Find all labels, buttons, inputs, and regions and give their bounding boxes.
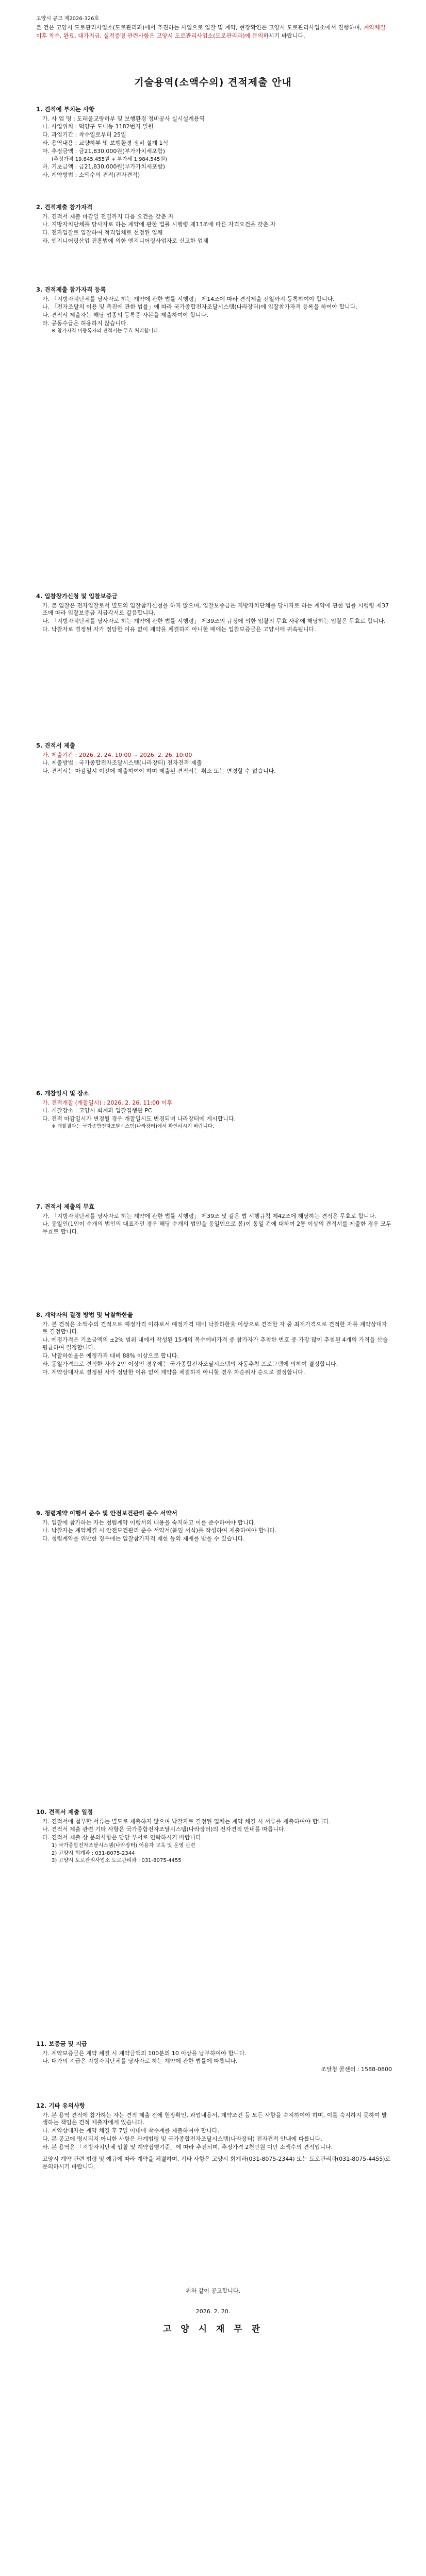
opening-datetime: 가. 견적개찰 (개찰일시) : 2026. 2. 26. 11:00 이후 — [42, 1099, 172, 1106]
section-line: 라. 엔지니어링산업 진흥법에 의한 엔지니어링사업자로 신고한 업체 — [42, 238, 209, 245]
section-line: 가. 본 입찰은 전자입찰로서 별도의 입찰참가신청을 하지 않으며, 입찰보증금은 지방자치단체를 당사자로 하는 계약에 관한 법률 시행령 제37조에 따라 입찰보증금 지급각서로 갈음합니다. — [42, 602, 389, 617]
section-line: 나. 사업위치 : 덕양구 도내동 1182번지 일원 — [42, 123, 154, 130]
section-line: 다. 과업기간 : 착수일로부터 25일 — [42, 131, 126, 139]
section-line: 나. 개찰장소 : 고양시 회계과 입찰집행관 PC — [42, 1107, 152, 1114]
section-line: 라. 용역내용 : 교량하부 및 보행환경 정비 설계 1식 — [42, 140, 169, 147]
section-title: 9. 청렴계약 이행서 준수 및 안전보건관리 준수 서약서 — [36, 1510, 177, 1517]
section-9 — [36, 1510, 392, 1544]
section-3 — [36, 286, 392, 335]
announcement-date: 2026. 2. 20. — [195, 2308, 231, 2315]
page-title: 기술용역(소액수의) 견적제출 안내 — [134, 77, 292, 88]
section-line: 가. 견적서에 첨부할 서류는 별도로 제출하지 않으며 낙찰자로 결정된 업체는 계약 체결 시 서류를 제출하여야 합니다. — [42, 1818, 331, 1825]
section-title: 5. 견적서 제출 — [36, 742, 75, 749]
section-line: 가. 본 견적은 소액수의 견적으로 예정가격 이하로서 예정가격 대비 낙찰하한율 이상으로 견적한 자 중 최저가격으로 견적한 자를 계약상대자로 결정합니다. — [42, 1320, 387, 1335]
section-line: 나. 계약상대자는 계약 체결 후 7일 이내에 착수계를 제출하여야 합니다. — [42, 2127, 219, 2134]
section-note: ※ 개찰결과는 국가종합전자조달시스템(나라장터)에서 확인하시기 바랍니다. — [52, 1124, 214, 1130]
section-line: 마. 추정금액 : 금21,830,000원(부가가치세포함) — [42, 147, 166, 155]
intro-text-end: 하시기 바랍니다. — [263, 32, 305, 39]
section-line: 나. 낙찰자는 계약체결 시 안전보건관리 준수 서약서(붙임 서식)를 작성하여 제출하여야 합니다. — [42, 1527, 277, 1534]
section-line: 나. 제출방법 : 국가종합전자조달시스템(나라장터) 전자견적 제출 — [42, 759, 202, 767]
issuing-organization: 고 양 시 재 무 관 — [162, 2324, 264, 2334]
section-line: 다. 견적서는 마감일시 이전에 제출하여야 하며 제출된 견적서는 취소 또는 변경할 수 없습니다. — [42, 768, 276, 775]
section-5 — [36, 742, 392, 776]
section-line: 라. 공동수급은 허용하지 않습니다. — [42, 320, 128, 327]
section-line: 바. 기초금액 : 금21,830,000원(부가가치세포함) — [42, 163, 166, 171]
section-line: 다. 전자입찰로 입찰하여 적격업체로 선정된 업체 — [42, 229, 163, 236]
section-title: 12. 기타 유의사항 — [36, 2102, 86, 2109]
section-line: 라. 동일가격으로 견적한 자가 2인 이상인 경우에는 국가종합전자조달시스템의 자동추첨 프로그램에 의하여 결정합니다. — [42, 1360, 338, 1367]
section-subline: 3) 고양시 도로관리사업소 도로관리과 : 031-8075-4455 — [52, 1858, 182, 1864]
section-line: 다. 견적서 제출 상 문의사항은 담당 부서로 연락하시기 바랍니다. — [42, 1834, 203, 1841]
section-line: 가. 본 용역 견적에 참가하는 자는 견적 제출 전에 현장확인, 과업내용서, 계약조건 등 모든 사항을 숙지하여야 하며, 이를 숙지하지 못하여 발생하는 책임은 견적 제출자에게 있습니다. — [42, 2111, 387, 2126]
contact-phone: 조달청 콜센터 : 1588-0800 — [321, 2066, 392, 2073]
section-line: 사. 계약방법 : 소액수의 견적(전자견적) — [42, 172, 140, 179]
section-12 — [36, 2102, 392, 2171]
section-1 — [36, 106, 392, 180]
section-line: 마. 계약상대자로 결정된 자가 정당한 이유 없이 계약을 체결하지 아니할 경우 차순위자 순으로 결정합니다. — [42, 1368, 305, 1376]
intro-paragraph — [36, 24, 392, 40]
section-line: 나. 「지방자치단체를 당사자로 하는 계약에 관한 법률 시행령」 제39조의 규정에 의한 입찰의 무효 사유에 해당하는 입찰은 무효로 합니다. — [42, 618, 386, 625]
section-line: 나. 동일인(1인이 수개의 법인의 대표자인 경우 해당 수개의 법인을 동일인으로 봄)이 동일 건에 대하여 2통 이상의 견적서를 제출한 경우 모두 무효로 합니다. — [42, 1221, 391, 1235]
section-11 — [36, 2040, 392, 2074]
section-line: 나. 대가의 지급은 지방자치단체를 당사자로 하는 계약에 관한 법률에 따릅니다. — [42, 2058, 238, 2065]
section-line: 가. 사 업 명 : 도래울교량하부 및 보행환경 정비공사 실시설계용역 — [42, 115, 205, 122]
section-line: 다. 본 공고에 명시되지 아니한 사항은 관계법령 및 국가종합전자조달시스템(나라장터) 전자견적 안내에 따릅니다. — [42, 2136, 322, 2143]
section-4 — [36, 592, 392, 634]
section-line: 다. 낙찰하한율은 예정가격 대비 88% 이상으로 합니다. — [42, 1352, 179, 1359]
section-line: 가. 「지방자치단체를 당사자로 하는 계약에 관한 법률 시행령」 제39조 및 같은 법 시행규칙 제42조에 해당하는 견적은 무효로 합니다. — [42, 1212, 376, 1219]
section-line: 라. 본 용역은 「지방자치단체 입찰 및 계약집행기준」에 따라 추진되며, 추정가격 2천만원 미만 소액수의 견적입니다. — [42, 2143, 333, 2150]
section-subline: 2) 고양시 회계과 : 031-8075-2344 — [52, 1850, 135, 1856]
intro-text: 본 건은 고양시 도로관리사업소(도로관리과)에서 추진하는 사업으로 입찰 및 계약, 현장확인은 고양시 도로관리사업소에서 진행하며, — [36, 24, 364, 31]
section-subline: 1) 국가종합전자조달시스템(나라장터) 이용자 교육 및 운영 관련 — [52, 1843, 195, 1849]
section-line: 다. 청렴계약을 위반한 경우에는 입찰참가자격 제한 등의 제재를 받을 수 있습니다. — [42, 1535, 245, 1543]
section-line: 가. 견적서 제출 마감일 전일까지 다음 요건을 갖춘 자 — [42, 213, 174, 220]
section-line: 나. 예정가격은 기초금액의 ±2% 범위 내에서 작성된 15개의 복수예비가격 중 참가자가 추첨한 번호 중 가장 많이 추첨된 4개의 가격을 산술평균하여 결정합니다. — [42, 1336, 388, 1351]
notice-number: 고양시 공고 제2026-326호 — [36, 16, 100, 22]
section-title: 6. 개찰일시 및 장소 — [36, 1090, 89, 1097]
section-title: 2. 견적제출 참가자격 — [36, 204, 93, 211]
section-line: 가. 「지방자치단체를 당사자로 하는 계약에 관한 법률 시행령」 제14조에 따라 견적제출 전일까지 등록하여야 합니다. — [42, 295, 335, 302]
section-6 — [36, 1090, 392, 1131]
submission-period: 가. 제출기간 : 2026. 2. 24. 10:00 ~ 2026. 2. 26. 10:00 — [42, 751, 192, 758]
section-title: 11. 보증금 및 지급 — [36, 2040, 88, 2047]
section-note: ※ 참가자격 미등록자의 견적서는 무효 처리합니다. — [52, 328, 160, 334]
section-title: 1. 견적에 부치는 사항 — [36, 106, 95, 113]
section-title: 10. 견적서 제출 일정 — [36, 1808, 93, 1816]
section-line: 다. 견적 마감일시가 변경될 경우 개찰일시도 변경되며 나라장터에 게시합니다. — [42, 1115, 236, 1123]
section-line: 다. 낙찰자로 결정된 자가 정당한 이유 없이 계약을 체결하지 아니한 때에는 입찰보증금은 고양시에 귀속됩니다. — [42, 626, 316, 633]
section-2 — [36, 204, 392, 246]
closing-paragraph: 고양시 계약 관련 법령 및 예규에 따라 계약을 체결하며, 기타 사항은 고양시 회계과(031-8075-2344) 또는 도로관리과(031-8075-4455)로 문의하시기 바랍니다. — [42, 2155, 391, 2170]
closing-note: 위와 같이 공고합니다. — [185, 2287, 241, 2294]
section-subline: (추정가격 19,845,455원 + 부가세 1,984,545원) — [52, 156, 167, 162]
section-line: 나. 지방자치단체를 당사자로 하는 계약에 관한 법률 시행령 제13조에 따른 자격요건을 갖춘 자 — [42, 221, 276, 228]
section-line: 가. 입찰에 참가하는 자는 청렴계약 이행서의 내용을 숙지하고 이를 준수하여야 합니다. — [42, 1519, 256, 1526]
section-7 — [36, 1203, 392, 1236]
section-line: 나. 견적서 제출 관련 기타 사항은 국가종합전자조달시스템(나라장터)의 전자견적 안내를 따릅니다. — [42, 1826, 286, 1833]
section-10 — [36, 1808, 392, 1865]
section-line: 나. 「전자조달의 이용 및 촉진에 관한 법률」에 따라 국가종합전자조달시스템(나라장터)에 입찰참가자격 등록을 하여야 합니다. — [42, 303, 357, 311]
section-8 — [36, 1311, 392, 1377]
intro-highlight: 계약체결 이후 착수, 완료, 대가지급, 실적증명 관련사항은 고양시 도로관리사업소(도로관리과)에 문의 — [36, 24, 386, 39]
section-line: 가. 계약보증금은 계약 체결 시 계약금액의 100분의 10 이상을 납부하여야 합니다. — [42, 2049, 247, 2057]
section-title: 3. 견적제출 참가자격 등록 — [36, 286, 106, 293]
section-line: 다. 견적서 제출자는 해당 업종의 등록증 사본을 제출하여야 합니다. — [42, 312, 208, 319]
section-title: 8. 계약자의 결정 방법 및 낙찰하한율 — [36, 1311, 133, 1318]
section-title: 4. 입찰참가신청 및 입찰보증금 — [36, 592, 118, 600]
section-title: 7. 견적서 제출의 무효 — [36, 1203, 95, 1210]
